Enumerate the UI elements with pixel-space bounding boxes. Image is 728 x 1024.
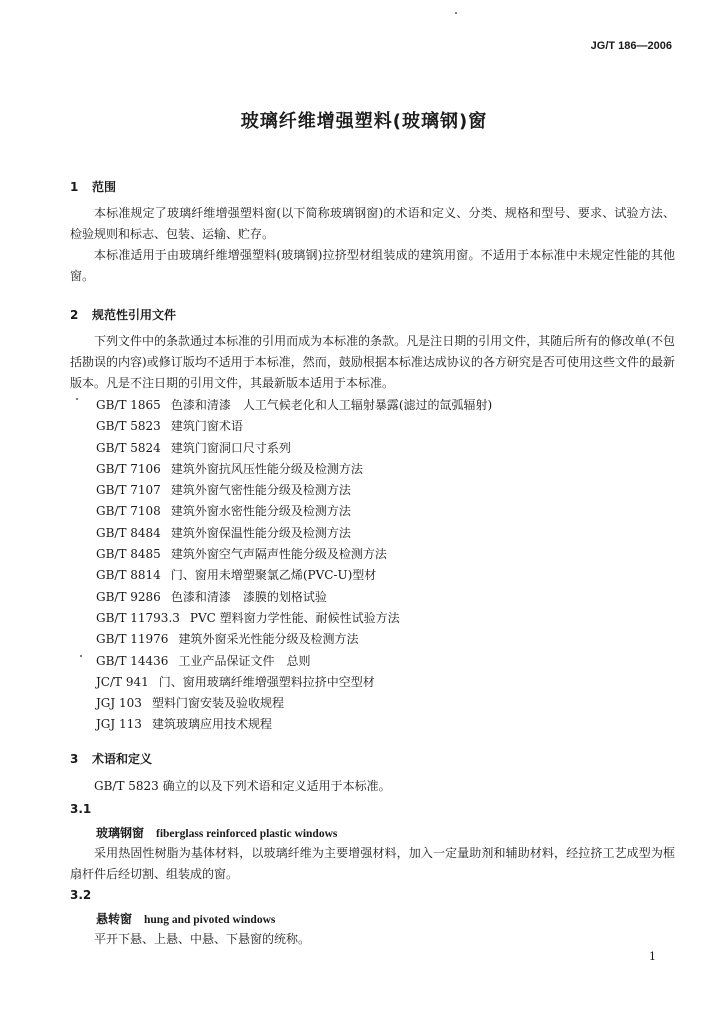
term-heading <box>96 910 275 927</box>
reference-title: 建筑外窗保温性能分级及检测方法 <box>170 525 351 540</box>
reference-item <box>96 714 492 735</box>
reference-item <box>96 395 492 416</box>
reference-code: GB/T 11976 <box>96 632 169 647</box>
reference-item <box>96 544 492 565</box>
reference-title: 塑料门窗安装及验收规程 <box>151 696 284 711</box>
reference-item <box>96 565 492 586</box>
reference-item <box>96 608 492 629</box>
document-title: 玻璃纤维增强塑料(玻璃钢)窗 <box>240 111 488 132</box>
term-chinese: 玻璃钢窗 <box>96 826 145 840</box>
term-heading <box>96 824 337 841</box>
reference-code: GB/T 5823 <box>96 419 161 434</box>
section-1-paragraph-2: 本标准适用于由玻璃纤维增强塑料(玻璃钢)拉挤型材组装成的建筑用窗。不适用于本标准中未规定性能的其他窗。 <box>70 248 675 283</box>
section-number: 3 <box>70 752 79 766</box>
reference-item <box>96 480 492 501</box>
reference-code: GB/T 5824 <box>96 440 161 455</box>
reference-code: JGJ 103 <box>96 696 142 711</box>
reference-title: 工业产品保证文件 总则 <box>178 653 311 668</box>
reference-item <box>96 416 492 437</box>
section-title: 术语和定义 <box>92 752 153 766</box>
reference-list <box>96 395 492 736</box>
scan-speck <box>76 398 78 400</box>
reference-title: 建筑外窗抗风压性能分级及检测方法 <box>170 461 363 476</box>
section-title: 范围 <box>92 180 117 194</box>
reference-code: GB/T 8485 <box>96 547 161 562</box>
reference-title: 建筑门窗术语 <box>170 419 243 434</box>
section-number: 1 <box>70 180 79 194</box>
term-english: fiberglass reinforced plastic windows <box>156 828 338 840</box>
reference-title: 建筑外窗气密性能分级及检测方法 <box>170 483 351 498</box>
scan-speck <box>455 12 457 14</box>
section-2-heading <box>70 306 176 323</box>
section-3-intro: GB/T 5823 确立的以及下列术语和定义适用于本标准。 <box>94 779 391 793</box>
term-english: hung and pivoted windows <box>144 914 276 926</box>
reference-item <box>96 501 492 522</box>
term-definition: 平开下悬、上悬、中悬、下悬窗的统称。 <box>94 932 311 946</box>
term-number: 3.2 <box>70 888 92 902</box>
reference-code: GB/T 8484 <box>96 525 161 540</box>
reference-code: GB/T 14436 <box>96 653 169 668</box>
section-1-heading <box>70 178 116 195</box>
reference-code: GB/T 9286 <box>96 589 161 604</box>
standard-code: JG/T 186—2006 <box>590 40 672 52</box>
reference-code: JC/T 941 <box>96 674 149 689</box>
reference-item <box>96 651 492 672</box>
reference-title: 建筑玻璃应用技术规程 <box>151 717 272 732</box>
reference-title: 建筑外窗水密性能分级及检测方法 <box>170 504 351 519</box>
reference-code: GB/T 7108 <box>96 504 161 519</box>
reference-title: 门、窗用未增塑聚氯乙烯(PVC-U)型材 <box>170 568 377 583</box>
scan-speck <box>80 655 82 657</box>
term-chinese: 悬转窗 <box>96 912 133 926</box>
reference-item <box>96 693 492 714</box>
reference-item <box>96 672 492 693</box>
reference-code: GB/T 7106 <box>96 461 161 476</box>
reference-title: 建筑门窗洞口尺寸系列 <box>170 440 291 455</box>
reference-item <box>96 459 492 480</box>
reference-code: GB/T 1865 <box>96 398 161 412</box>
reference-code: GB/T 11793.3 <box>96 610 180 625</box>
reference-code: GB/T 7107 <box>96 483 161 498</box>
section-title: 规范性引用文件 <box>92 308 177 322</box>
section-number: 2 <box>70 308 79 322</box>
section-1-paragraph-1: 本标准规定了玻璃纤维增强塑料窗(以下简称玻璃钢窗)的术语和定义、分类、规格和型号、要求、试验方法、检验规则和标志、包装、运输、贮存。 <box>70 206 675 241</box>
page-number: 1 <box>649 950 656 963</box>
section-3-heading <box>70 750 152 767</box>
reference-item <box>96 629 492 650</box>
reference-title: PVC 塑料窗力学性能、耐候性试验方法 <box>189 610 400 625</box>
reference-item <box>96 587 492 608</box>
reference-title: 门、窗用玻璃纤维增强塑料拉挤中空型材 <box>158 674 375 689</box>
reference-title: 色漆和清漆 人工气候老化和人工辐射暴露(滤过的氙弧辐射) <box>170 398 493 412</box>
reference-code: GB/T 8814 <box>96 568 161 583</box>
reference-title: 建筑外窗空气声隔声性能分级及检测方法 <box>170 547 387 562</box>
term-definition: 采用热固性树脂为基体材料，以玻璃纤维为主要增强材料，加入一定量助剂和辅助材料，经拉挤工艺成型为框扇杆件后经切割、组装成的窗。 <box>70 846 675 881</box>
reference-code: JGJ 113 <box>96 717 142 732</box>
reference-title: 建筑外窗采光性能分级及检测方法 <box>178 632 359 647</box>
reference-title: 色漆和清漆 漆膜的划格试验 <box>170 589 327 604</box>
reference-item <box>96 523 492 544</box>
reference-item <box>96 438 492 459</box>
term-number: 3.1 <box>70 802 92 816</box>
section-2-intro: 下列文件中的条款通过本标准的引用而成为本标准的条款。凡是注日期的引用文件，其随后所有的修改单(不包括勘误的内容)或修订版均不适用于本标准，然而，鼓励根据本标准达成协议的各方研究是否可使用这些文件的最新版本。凡是不注日期的引用文件，其最新版本适用于本标准。 <box>70 334 675 390</box>
